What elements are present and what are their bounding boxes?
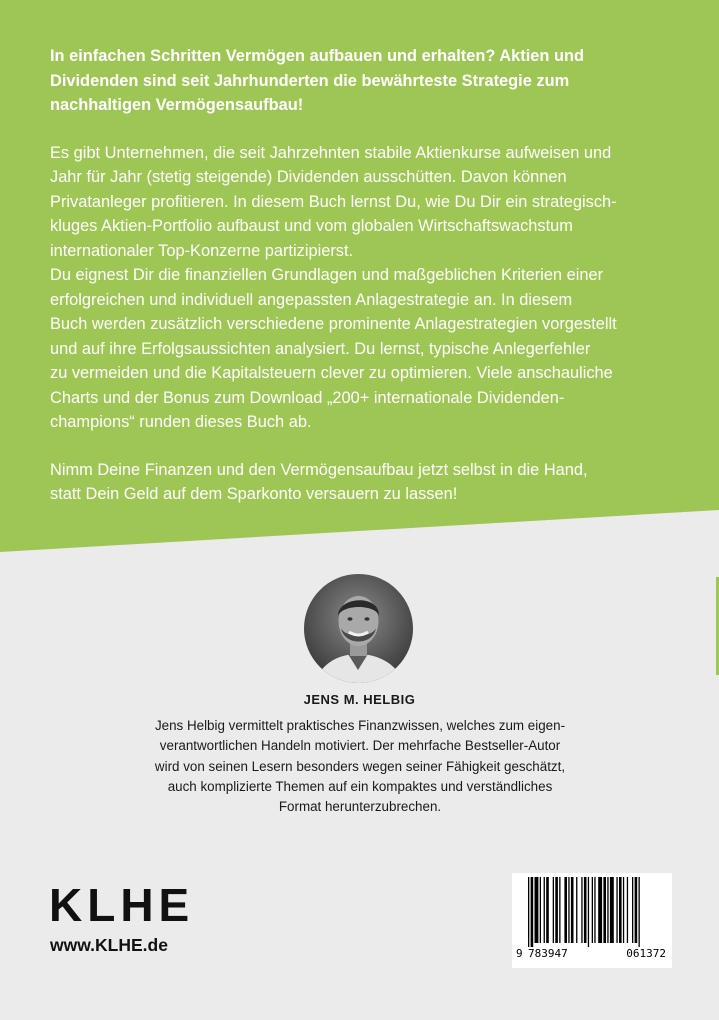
barcode-bar (610, 877, 614, 943)
body-line: Privatanleger profitieren. In diesem Buch lernst Du, wie Du Dir ein strategisch- (50, 192, 617, 211)
body-line: internationaler Top-Konzerne partizipierst. (50, 241, 354, 260)
barcode-bar (627, 877, 628, 943)
barcode-lead-digit: 9 (516, 947, 523, 960)
intro-line: Dividenden sind seit Jahrhunderten die bewährteste Strategie zum (50, 71, 570, 90)
barcode-bar (639, 877, 640, 947)
body-line: Du eignest Dir die finanziellen Grundlagen und maßgeblichen Kriterien einer (50, 266, 604, 284)
barcode-bar (581, 877, 582, 943)
barcode-group-1: 783947 (528, 947, 568, 960)
bio-line: Jens Helbig vermittelt praktisches Finanzwissen, welches zum eigen- (154, 718, 566, 733)
barcode-bar (544, 877, 545, 943)
author-photo (304, 574, 413, 683)
barcode-bar (623, 877, 624, 943)
intro-line: nachhaltigen Vermögensaufbau! (50, 96, 304, 114)
barcode-bar (603, 877, 606, 943)
barcode-bar (632, 877, 633, 943)
body-line: erfolgreichen und individuell angepassten Anlagestrategie an. In diesem (50, 290, 573, 309)
barcode-bar (531, 877, 534, 947)
barcode-bar (535, 877, 539, 943)
author-bio (100, 716, 620, 817)
barcode-bar (546, 877, 549, 943)
barcode-bar (571, 877, 574, 943)
back-cover-text (50, 44, 680, 530)
isbn-barcode (512, 873, 672, 968)
barcode-group-2: 061372 (626, 947, 666, 960)
barcode-bar (576, 877, 577, 943)
bio-line: wird von seinen Lesern besonders wegen seiner Fähigkeit geschätzt, (154, 758, 566, 774)
barcode-bar (555, 877, 558, 943)
body-line: Es gibt Unternehmen, die seit Jahrzehnten stabile Aktienkurse aufweisen und (50, 143, 612, 162)
barcode-bar (619, 877, 622, 943)
body-line: Buch werden zusätzlich verschiedene prominente Anlagestrategien vorgestellt (50, 315, 617, 333)
barcode-bar (607, 877, 608, 943)
closing-paragraph (50, 458, 680, 507)
description-paragraph (50, 141, 680, 435)
barcode-digits (512, 947, 672, 960)
barcode-bar (598, 877, 602, 943)
publisher-website: www.KLHE.de (50, 935, 168, 955)
barcode-bar (592, 877, 593, 943)
barcode-bar (616, 877, 617, 943)
barcode-bars (512, 873, 672, 947)
intro-line: In einfachen Schritten Vermögen aufbauen und erhalten? Aktien und (50, 47, 584, 65)
closing-line: statt Dein Geld auf dem Sparkonto versauern zu lassen! (50, 485, 458, 503)
author-name: JENS M. HELBIG (303, 692, 416, 707)
publisher-logo: KLHE (49, 879, 195, 931)
barcode-bar (568, 877, 569, 943)
barcode-bar (588, 877, 589, 947)
barcode-bar (635, 877, 638, 943)
bio-line: verantwortlichen Handeln motiviert. Der mehrfache Bestseller-Autor (159, 738, 561, 754)
body-line: Charts und der Bonus zum Download „200+ internationale Dividenden- (50, 388, 565, 407)
barcode-bar (540, 877, 541, 943)
barcode-bar (553, 877, 554, 943)
barcode-bar (594, 877, 595, 943)
body-line: Jahr für Jahr (stetig steigende) Dividenden ausschütten. Davon können (50, 168, 567, 186)
bio-line: auch komplizierte Themen auf ein kompaktes und verständliches (167, 778, 553, 794)
body-line: kluges Aktien-Portfolio aufbaust und vom globalen Wirtschaftswachstum (50, 217, 573, 235)
barcode-bar (564, 877, 567, 943)
intro-paragraph (50, 44, 680, 118)
bio-line: Format herunterzubrechen. (278, 799, 442, 815)
body-line: zu vermeiden und die Kapitalsteuern clever zu optimieren. Viele anschauliche (50, 364, 613, 382)
barcode-bar (559, 877, 560, 943)
barcode-bar (584, 877, 587, 943)
body-line: und auf ihre Erfolgsaussichten analysiert. Du lernst, typische Anlegerfehler (50, 339, 591, 358)
closing-line: Nimm Deine Finanzen und den Vermögensaufbau jetzt selbst in die Hand, (50, 460, 588, 479)
body-line: champions“ runden dieses Buch ab. (50, 413, 312, 431)
barcode-bar (528, 877, 529, 947)
